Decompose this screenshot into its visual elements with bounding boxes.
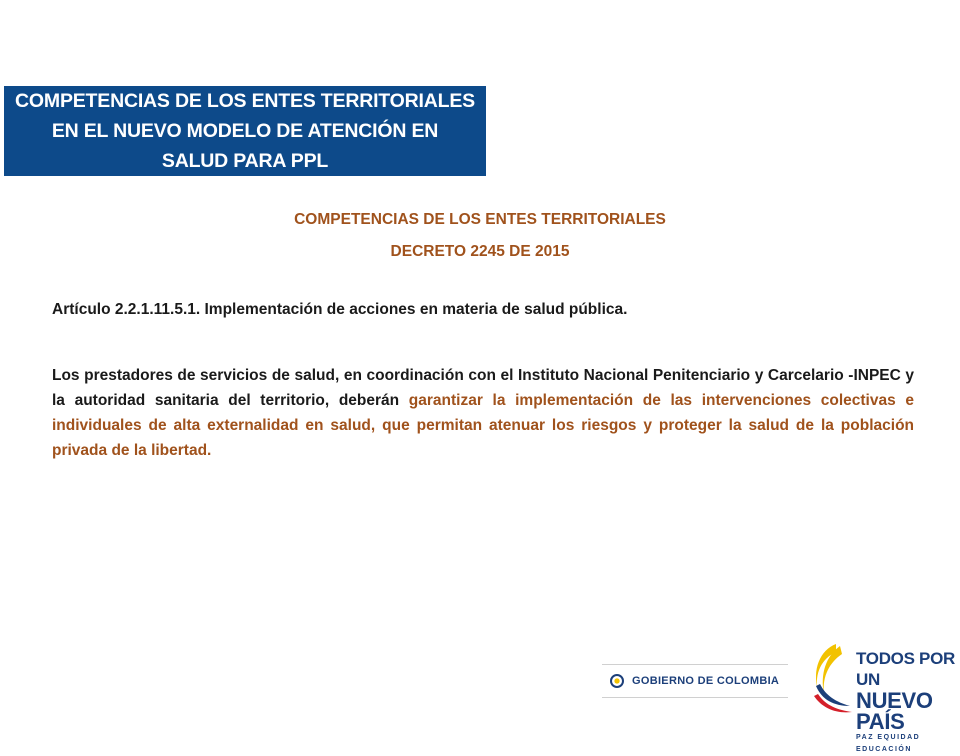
section-subtitle: COMPETENCIAS DE LOS ENTES TERRITORIALES bbox=[294, 211, 666, 228]
slide-title-line-3: SALUD PARA PPL bbox=[161, 150, 329, 172]
colombia-seal-icon bbox=[610, 674, 624, 688]
slide-title-line-2: EN EL NUEVO MODELO DE ATENCIÓN EN bbox=[51, 120, 439, 142]
article-heading: Artículo 2.2.1.11.5.1. Implementación de acciones en materia de salud pública. bbox=[52, 301, 628, 318]
gobierno-de-colombia-logo bbox=[602, 664, 788, 698]
slide-title-line-1: COMPETENCIAS DE LOS ENTES TERRITORIALES bbox=[15, 90, 475, 112]
body-paragraph-highlight: garantizar la implementación de las intervenciones colectivas e individuales de alta externalidad en salud, que permitan atenuar los riesgos y proteger la salud de la población privada de la libertad. bbox=[52, 392, 914, 459]
todos-line-3: PAZ EQUIDAD EDUCACIÓN bbox=[856, 734, 921, 753]
body-paragraph bbox=[52, 363, 914, 463]
gobierno-label: GOBIERNO DE COLOMBIA bbox=[632, 675, 780, 687]
todos-text-block bbox=[856, 648, 956, 756]
todos-line-1: TODOS POR UN bbox=[856, 649, 956, 689]
todos-por-un-nuevo-pais-logo bbox=[806, 640, 956, 753]
body-paragraph-plain: Los prestadores de servicios de salud, en coordinación con el Instituto Nacional Penitenciario y Carcelario -INPEC y la autoridad sanitaria del territorio, deberán bbox=[52, 367, 914, 409]
decree-heading: DECRETO 2245 DE 2015 bbox=[390, 243, 570, 260]
flag-swoosh-icon bbox=[806, 640, 856, 716]
todos-line-2: NUEVO PAÍS bbox=[856, 688, 933, 734]
slide-title-box bbox=[4, 86, 486, 176]
